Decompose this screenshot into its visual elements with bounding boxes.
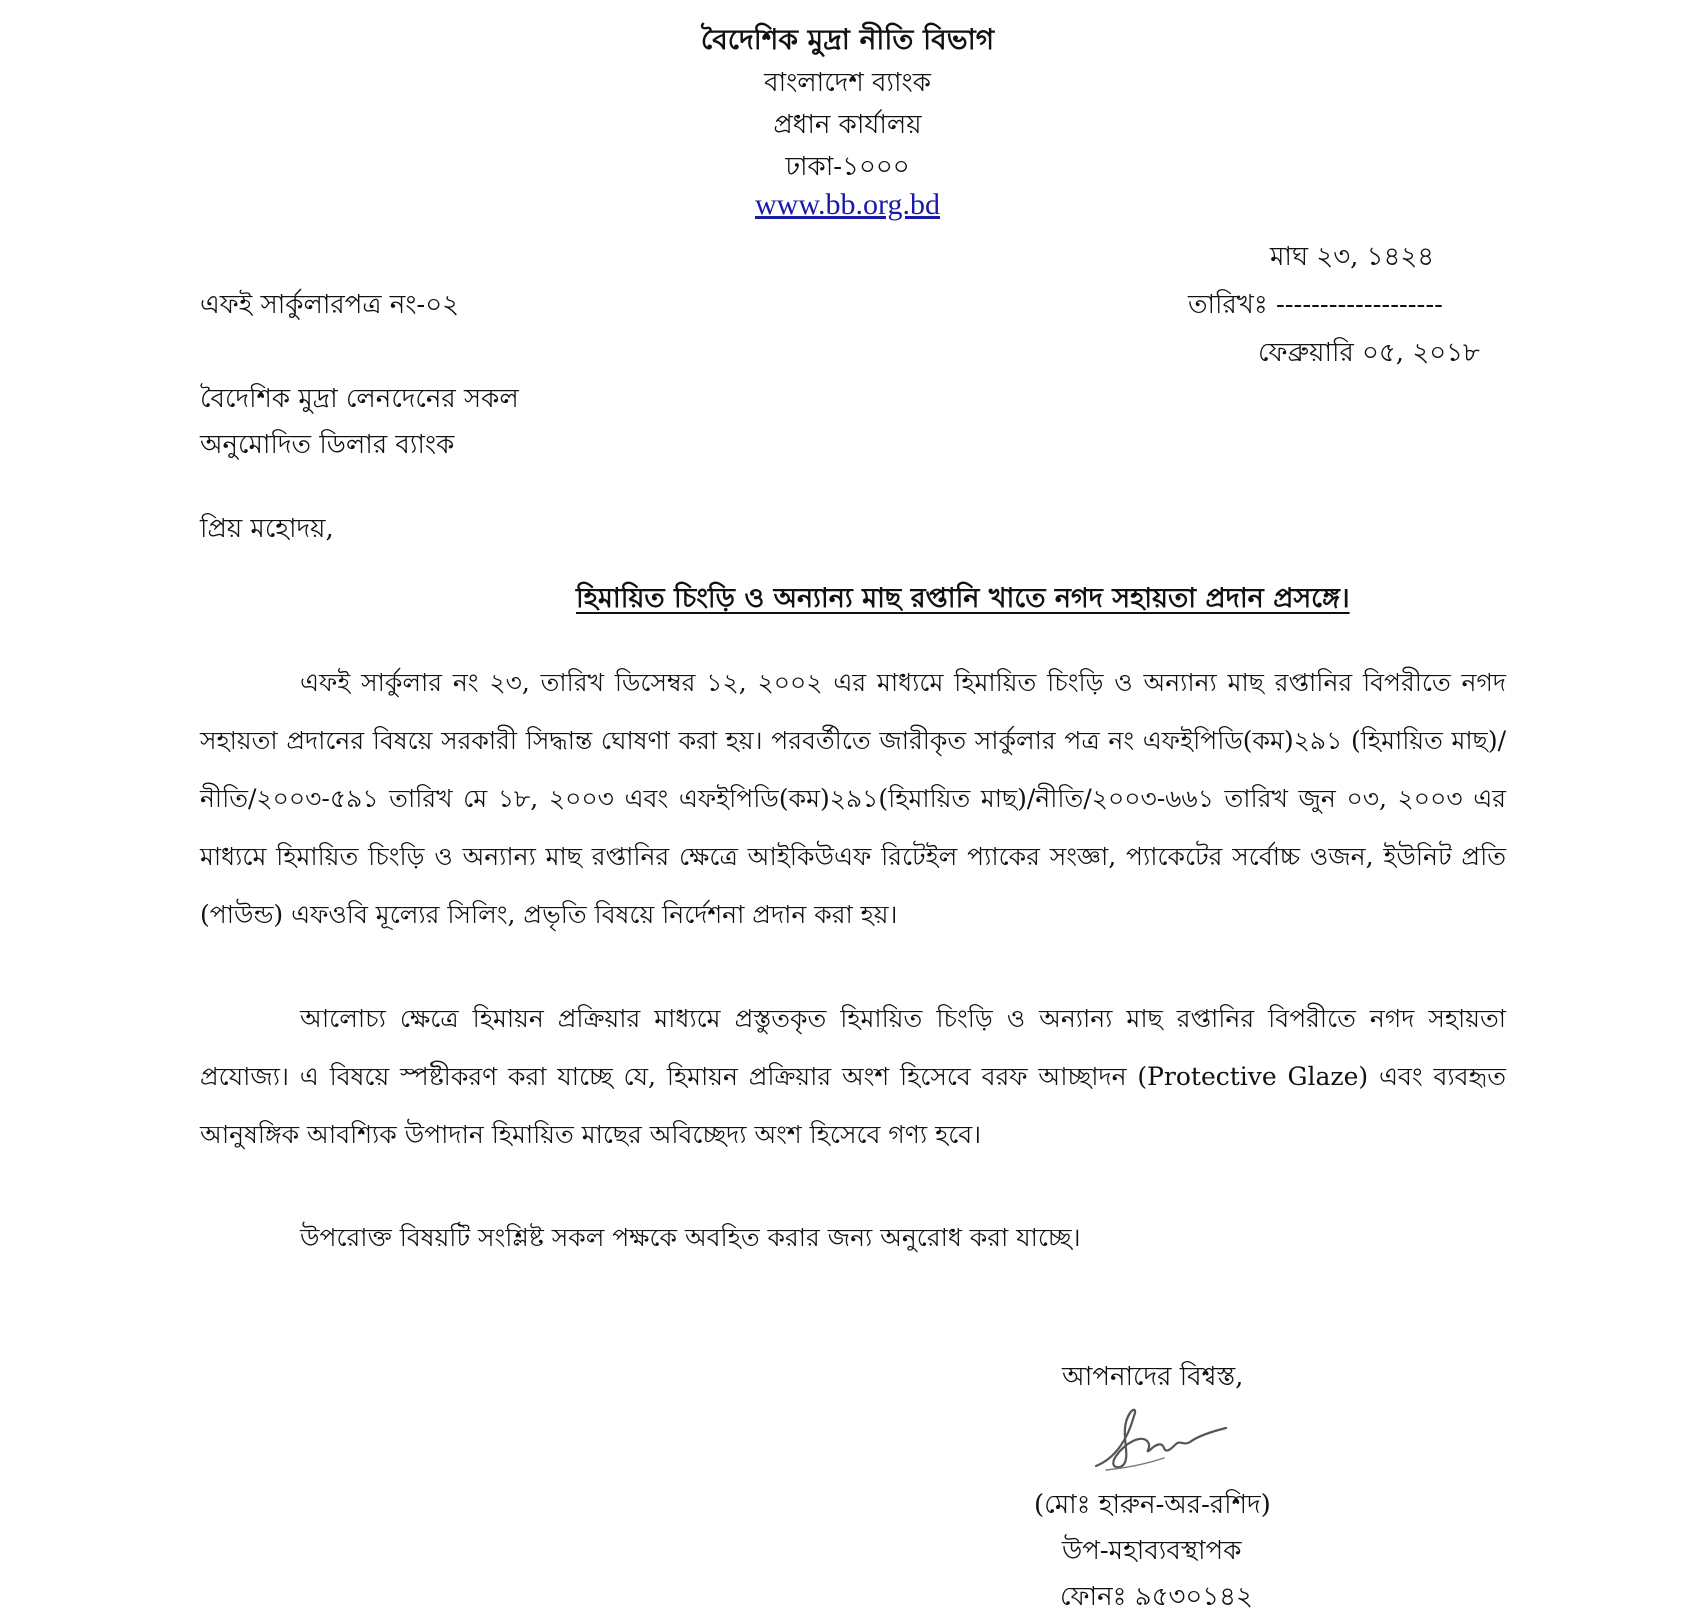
body-paragraph-3: উপরোক্ত বিষয়টি সংশ্লিষ্ট সকল পক্ষকে অবহিত করার জন্য অনুরোধ করা যাচ্ছে। <box>300 1223 1081 1252</box>
website-link[interactable]: www.bb.org.bd <box>755 188 940 221</box>
office-name: প্রধান কার্যালয় <box>773 110 922 140</box>
bank-name: বাংলাদেশ ব্যাংক <box>764 68 931 98</box>
website-line <box>0 188 1695 222</box>
date-bengali: মাঘ ২৩, ১৪২৪ <box>1270 242 1435 272</box>
body-paragraph-2: আলোচ্য ক্ষেত্রে হিমায়ন প্রক্রিয়ার মাধ্যমে প্রস্তুতকৃত হিমায়িত চিংড়ি ও অন্যান্য মাছ রপ্তানির বিপরীতে নগদ সহায়তা প্রযোজ্য। এ বিষয়ে স্পষ্টীকরণ করা যাচ্ছে যে, হিমায়ন প্রক্রিয়ার অংশ হিসেবে বরফ আচ্ছাদন (Protective Glaze) এবং ব্যবহৃত আনুষঙ্গিক আবশ্যিক উপাদান হিমায়িত মাছের অবিচ্ছেদ্য অংশ হিসেবে গণ্য হবে। <box>200 1004 1506 1149</box>
recipient-line-2: অনুমোদিত ডিলার ব্যাংক <box>200 430 455 460</box>
signature-icon <box>1086 1398 1236 1478</box>
circular-number: এফই সার্কুলারপত্র নং-০২ <box>200 290 460 320</box>
date-label: তারিখঃ ------------------- <box>1188 290 1443 320</box>
city-postcode: ঢাকা-১০০০ <box>785 152 910 182</box>
subject-line: হিমায়িত চিংড়ি ও অন্যান্য মাছ রপ্তানি খাতে নগদ সহায়তা প্রদান প্রসঙ্গে। <box>576 583 1350 614</box>
signatory-designation: উপ-মহাব্যবস্থাপক <box>1062 1536 1242 1566</box>
signatory-phone: ফোনঃ ৯৫৩০১৪২ <box>1060 1582 1253 1612</box>
department-name: বৈদেশিক মুদ্রা নীতি বিভাগ <box>700 23 995 56</box>
body-paragraph-1: এফই সার্কুলার নং ২৩, তারিখ ডিসেম্বর ১২, ২০০২ এর মাধ্যমে হিমায়িত চিংড়ি ও অন্যান্য মাছ রপ্তানির বিপরীতে নগদ সহায়তা প্রদানের বিষয়ে সরকারী সিদ্ধান্ত ঘোষণা করা হয়। পরবর্তীতে জারীকৃত সার্কুলার পত্র নং এফইপিডি(কম)২৯১ (হিমায়িত মাছ)/নীতি/২০০৩-৫৯১ তারিখ মে ১৮, ২০০৩ এবং এফইপিডি(কম)২৯১(হিমায়িত মাছ)/নীতি/২০০৩-৬৬১ তারিখ জুন ০৩, ২০০৩ এর মাধ্যমে হিমায়িত চিংড়ি ও অন্যান্য মাছ রপ্তানির ক্ষেত্রে আইকিউএফ রিটেইল প্যাকের সংজ্ঞা, প্যাকেটের সর্বোচ্চ ওজন, ইউনিট প্রতি (পাউন্ড) এফওবি মূল্যের সিলিং, প্রভৃতি বিষয়ে নির্দেশনা প্রদান করা হয়। <box>200 668 1506 929</box>
valediction: আপনাদের বিশ্বস্ত, <box>1062 1362 1244 1392</box>
signatory-name: (মোঃ হারুন-অর-রশিদ) <box>1034 1490 1271 1520</box>
recipient-line-1: বৈদেশিক মুদ্রা লেনদেনের সকল <box>200 384 519 414</box>
salutation: প্রিয় মহোদয়, <box>200 514 334 544</box>
date-gregorian: ফেব্রুয়ারি ০৫, ২০১৮ <box>1258 338 1480 368</box>
